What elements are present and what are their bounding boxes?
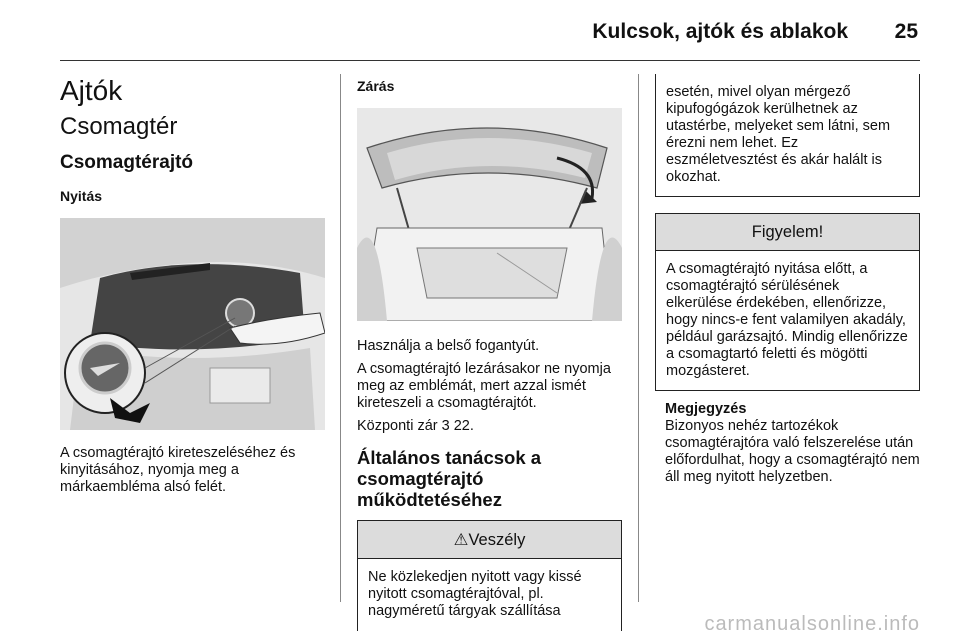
column-middle bbox=[357, 74, 622, 631]
chapter-heading: Ajtók bbox=[60, 75, 123, 106]
watermark: carmanualsonline.info bbox=[704, 613, 920, 635]
opening-heading: Nyitás bbox=[60, 188, 103, 204]
note-block bbox=[655, 401, 920, 486]
caution-title: Figyelem! bbox=[656, 214, 919, 251]
column-left bbox=[60, 74, 325, 496]
closing-heading: Zárás bbox=[357, 78, 395, 94]
note-title: Megjegyzés bbox=[665, 401, 747, 417]
header-title: Kulcsok, ajtók és ablakok bbox=[592, 20, 848, 43]
closing-text-2: A csomagtérajtó lezárásakor ne nyomja meg az emblémát, mert azzal ismét kireteszeli a csomagtérajtót. bbox=[357, 361, 611, 411]
warning-triangle-icon: ⚠ bbox=[453, 531, 469, 549]
note-text: Bizonyos nehéz tartozékok csomagtérajtóra való felszerelése után előfordulhat, hogy a csomagtérajtó nem áll meg nyitott helyzetben. bbox=[665, 418, 920, 485]
subsection-heading: Csomagtérajtó bbox=[60, 152, 194, 173]
caution-text: A csomagtérajtó nyitása előtt, a csomagtérajtó sérülésének elkerülése érdekében, ellenőrizze, hogy nincs-e fent valamilyen akadály, például garázsajtó. Mindig ellenőrizze a csomagtartó feletti és mögötti mozgásteret. bbox=[666, 261, 908, 379]
closing-text-1: Használja a belső fogantyút. bbox=[357, 338, 540, 354]
danger-text-continued: esetén, mivel olyan mérgező kipufogógázok kerülhetnek az utastérbe, melyeket sem látni, sem érezni nem lehet. Ez eszméletvesztést és akár halált is okozhat. bbox=[666, 84, 891, 185]
central-lock-reference: Központi zár 3 22. bbox=[357, 418, 474, 434]
column-divider bbox=[638, 74, 639, 602]
tailgate-closing-illustration bbox=[357, 108, 622, 321]
column-divider bbox=[340, 74, 341, 602]
opening-caption: A csomagtérajtó kireteszeléséhez és kinyitásához, nyomja meg a márkaembléma alsó felét. bbox=[60, 445, 296, 495]
page-number: 25 bbox=[894, 20, 918, 43]
danger-title: Veszély bbox=[468, 531, 526, 549]
danger-box-continued bbox=[655, 74, 920, 197]
caution-box bbox=[655, 213, 920, 391]
danger-box bbox=[357, 520, 622, 631]
section-heading: Csomagtér bbox=[60, 113, 178, 140]
page-header bbox=[60, 0, 920, 60]
header-rule bbox=[60, 60, 920, 61]
danger-text: Ne közlekedjen nyitott vagy kissé nyitott csomagtérajtóval, pl. nagyméretű tárgyak szállítása bbox=[368, 569, 582, 619]
danger-header bbox=[358, 521, 621, 559]
column-right bbox=[655, 74, 920, 486]
general-advice-heading: Általános tanácsok a csomagtérajtó működtetéséhez bbox=[357, 447, 542, 510]
tailgate-emblem-illustration bbox=[60, 218, 325, 430]
